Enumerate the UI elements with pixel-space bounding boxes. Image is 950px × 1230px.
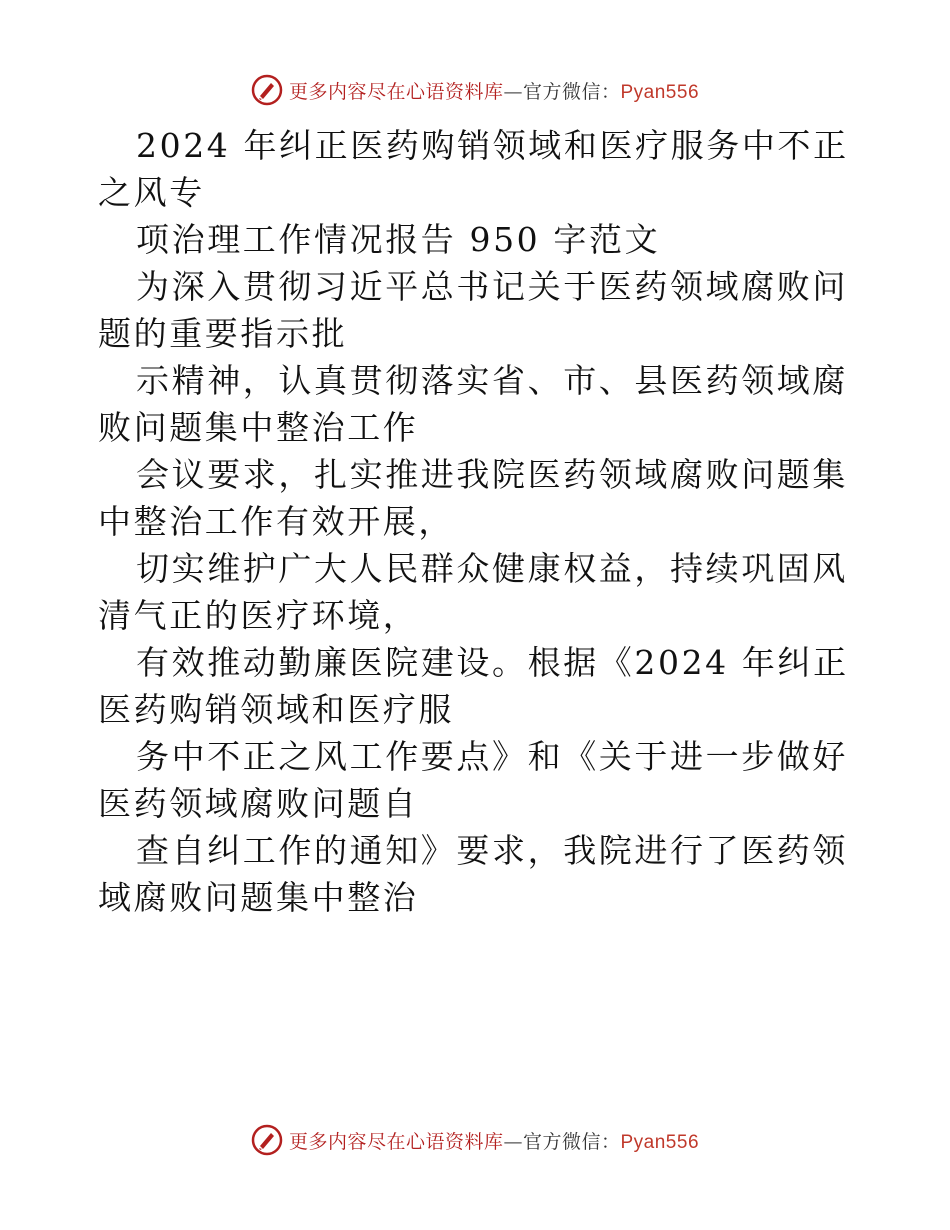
document-paragraph: 2024 年纠正医药购销领域和医疗服务中不正之风专 [98, 126, 849, 212]
document-paragraph: 示精神，认真贯彻落实省、市、县医药领域腐败问题集中整治工作 [98, 361, 848, 447]
document-paragraph: 为深入贯彻习近平总书记关于医药领域腐败问题的重要指示批 [98, 267, 848, 353]
watermark-wechat-label: 官方微信： [522, 80, 621, 103]
document-paragraph: 有效推动勤廉医院建设。根据《2024 年纠正医药购销领域和医疗服 [98, 643, 849, 729]
watermark-separator: — [503, 80, 523, 103]
watermark-wechat-id: Pyan556 [620, 1131, 700, 1153]
watermark-promo: 更多内容尽在心语资料库 [288, 80, 504, 103]
red-seal-logo-icon [251, 1124, 283, 1156]
document-paragraph: 会议要求，扎实推进我院医药领域腐败问题集中整治工作有效开展， [98, 455, 848, 541]
document-paragraph: 务中不正之风工作要点》和《关于进一步做好医药领域腐败问题自 [98, 737, 848, 823]
watermark-promo: 更多内容尽在心语资料库 [288, 1130, 504, 1153]
document-body [98, 122, 868, 921]
footer-watermark-banner [0, 1120, 950, 1160]
watermark-wechat-id: Pyan556 [620, 81, 700, 103]
watermark-wechat-label: 官方微信： [522, 1130, 621, 1153]
watermark-separator: — [503, 1130, 523, 1153]
document-paragraph: 查自纠工作的通知》要求，我院进行了医药领域腐败问题集中整治 [98, 831, 848, 917]
red-seal-logo-icon [251, 74, 283, 106]
document-paragraph: 切实维护广大人民群众健康权益，持续巩固风清气正的医疗环境， [98, 549, 848, 635]
header-watermark-banner [0, 70, 950, 110]
watermark-text [289, 77, 699, 104]
document-paragraph: 项治理工作情况报告 950 字范文 [136, 220, 661, 259]
watermark-text [289, 1127, 699, 1154]
